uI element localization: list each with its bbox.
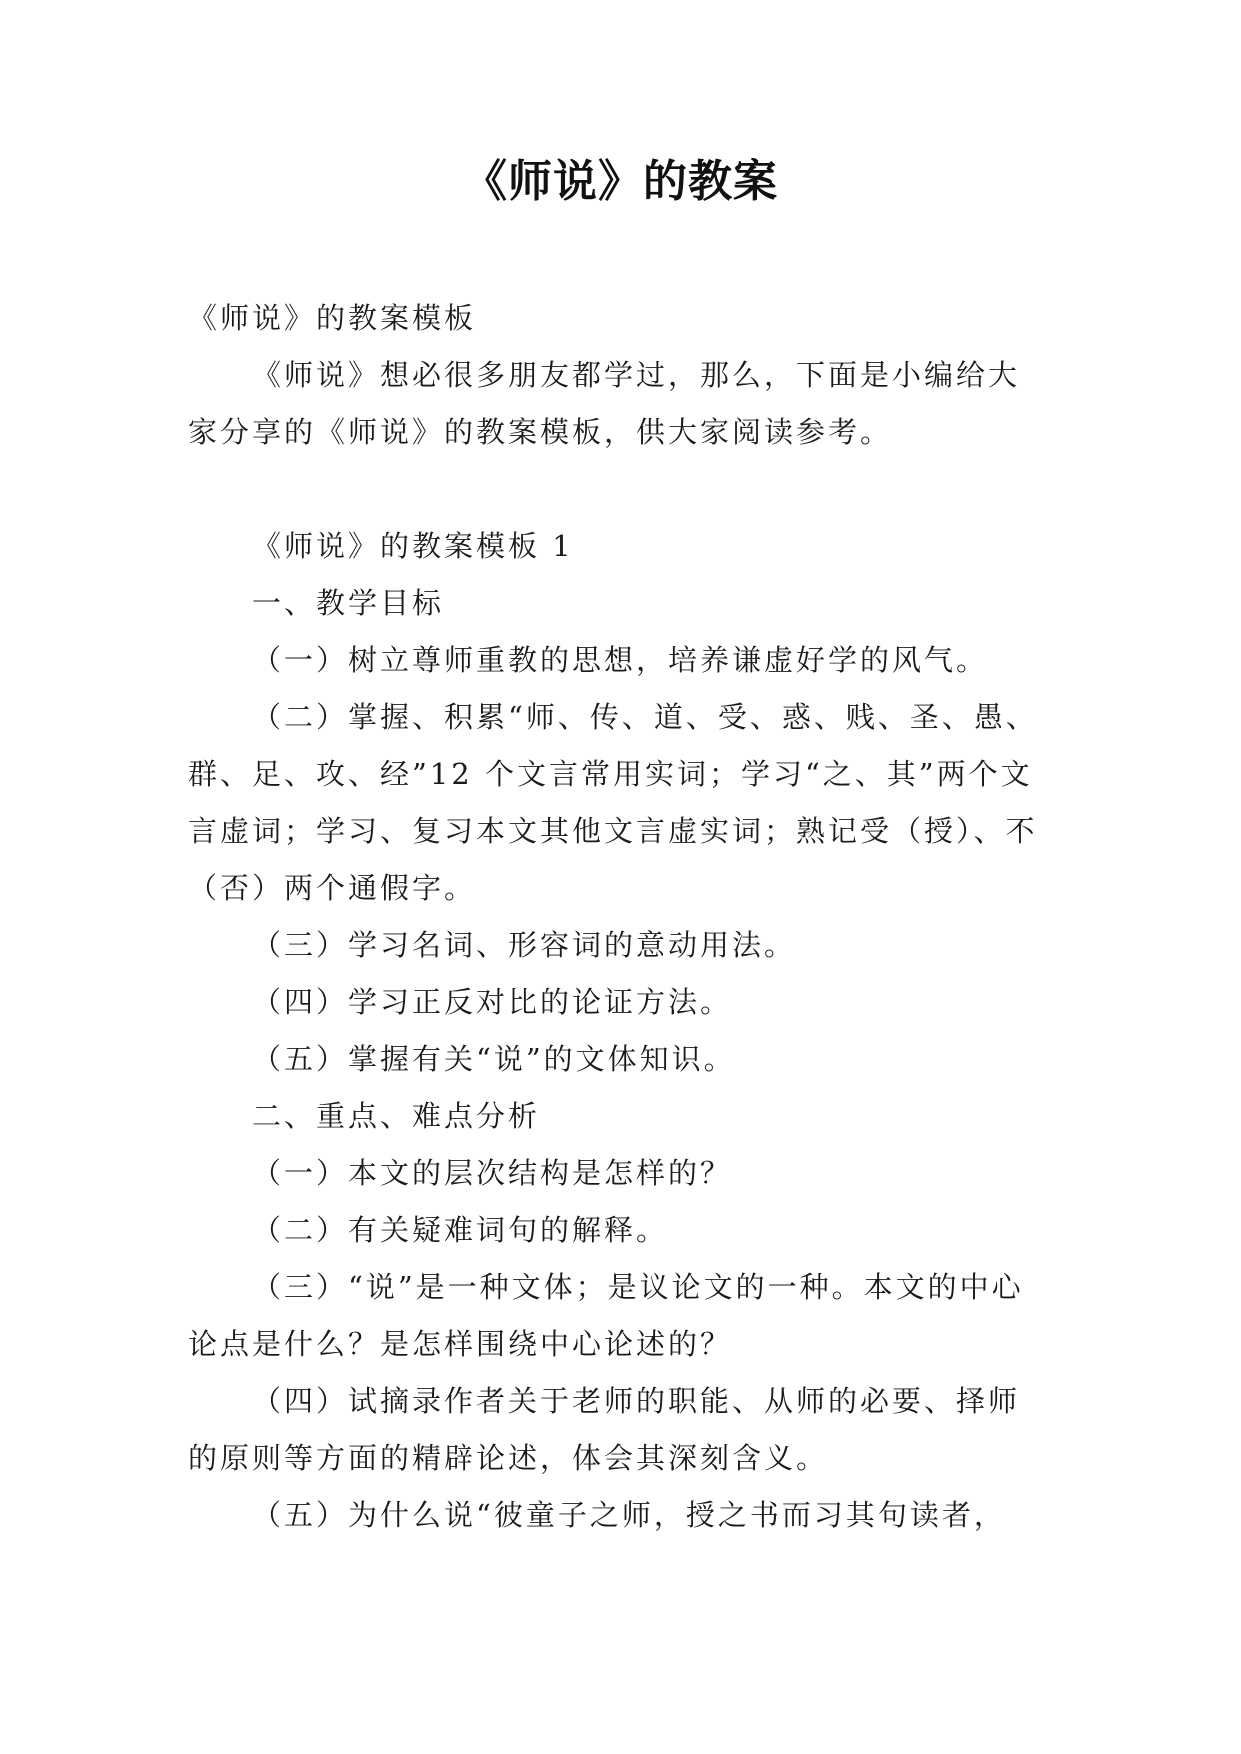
document-title: 《师说》的教案: [463, 156, 778, 207]
paragraph: （二）有关疑难词句的解释。: [252, 1213, 669, 1247]
paragraph: （四）学习正反对比的论证方法。: [252, 985, 733, 1019]
paragraph: （四）试摘录作者关于老师的职能、从师的必要、择师的原则等方面的精辟论述，体会其深刻含义。: [188, 1384, 1021, 1475]
paragraph: 《师说》的教案模板 1: [252, 529, 574, 563]
paragraph: 《师说》的教案模板: [188, 301, 477, 335]
paragraph: 一、教学目标: [252, 586, 445, 620]
paragraph: （二）掌握、积累“师、传、道、受、惑、贱、圣、愚、群、足、攻、经”12 个文言常用实词；学习“之、其”两个文言虚词；学习、复习本文其他文言虚实词；熟记受（授）、不（否）两个通假字。: [188, 700, 1038, 905]
paragraph: （三）学习名词、形容词的意动用法。: [252, 928, 797, 962]
paragraph: （一）本文的层次结构是怎样的？: [252, 1156, 733, 1190]
paragraph: （五）掌握有关“说”的文体知识。: [252, 1042, 736, 1076]
paragraph: （三）“说”是一种文体；是议论文的一种。本文的中心论点是什么？是怎样围绕中心论述的？: [188, 1270, 1024, 1361]
paragraph: （五）为什么说“彼童子之师，授之书而习其句读者，: [252, 1498, 1006, 1532]
document-body: [188, 290, 1048, 1544]
paragraph: 二、重点、难点分析: [252, 1099, 541, 1133]
paragraph: （一）树立尊师重教的思想，培养谦虚好学的风气。: [252, 643, 989, 677]
paragraph: 《师说》想必很多朋友都学过，那么，下面是小编给大家分享的《师说》的教案模板，供大家阅读参考。: [188, 358, 1021, 449]
